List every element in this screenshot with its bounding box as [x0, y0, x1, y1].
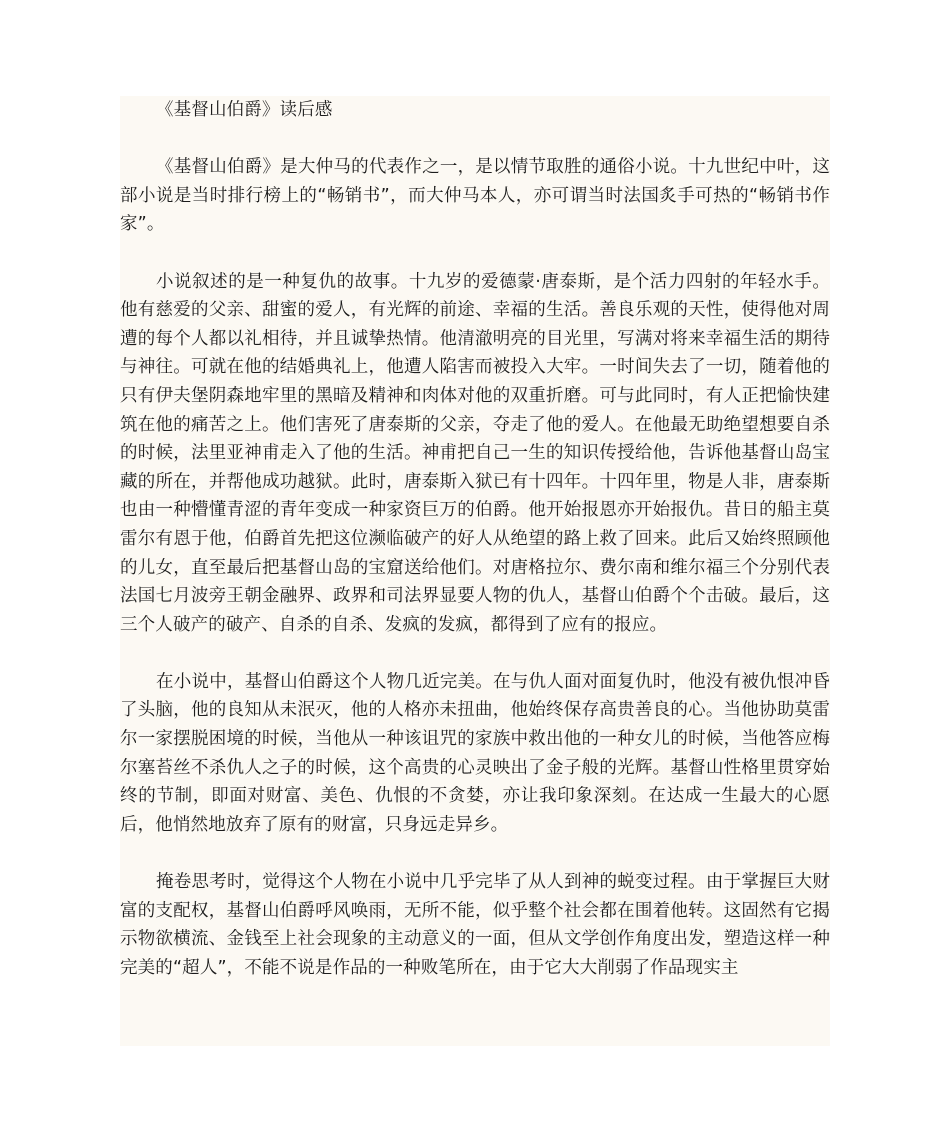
document-title: 《基督山伯爵》读后感	[156, 100, 333, 120]
paragraph-reflection: 掩卷思考时，觉得这个人物在小说中几乎完毕了从人到神的蜕变过程。由于掌握巨大财富的支配权，基督山伯爵呼风唤雨，无所不能，似乎整个社会都在围着他转。这固然有它揭示物欲横流、金钱至上社会现象的主动意义的一面，但从文学创作角度出发，塑造这样一种完美的“超人”，不能不说是作品的一种败笔所在，由于它大大削弱了作品现实主	[120, 872, 830, 978]
paragraph-intro: 《基督山伯爵》是大仲马的代表作之一，是以情节取胜的通俗小说。十九世纪中叶，这部小说是当时排行榜上的“畅销书”，而大仲马本人，亦可谓当时法国炙手可热的“畅销书作家”。	[120, 157, 830, 235]
paragraph-plot-summary: 小说叙述的是一种复仇的故事。十九岁的爱德蒙·唐泰斯，是个活力四射的年轻水手。他有慈爱的父亲、甜蜜的爱人，有光辉的前途、幸福的生活。善良乐观的天性，使得他对周遭的每个人都以礼相待，并且诚挚热情。他清澈明亮的目光里，写满对将来幸福生活的期待与神往。可就在他的结婚典礼上，他遭人陷害而被投入大牢。一时间失去了一切，随着他的只有伊夫堡阴森地牢里的黑暗及精神和肉体对他的双重折磨。可与此同时，有人正把愉快建筑在他的痛苦之上。他们害死了唐泰斯的父亲，夺走了他的爱人。在他最无助绝望想要自杀的时候，法里亚神甫走入了他的生活。神甫把自己一生的知识传授给他，告诉他基督山岛宝藏的所在，并帮他成功越狱。此时，唐泰斯入狱已有十四年。十四年里，物是人非，唐泰斯也由一种懵懂青涩的青年变成一种家资巨万的伯爵。他开始报恩亦开始报仇。昔日的船主莫雷尔有恩于他，伯爵首先把这位濒临破产的好人从绝望的路上救了回来。此后又始终照顾他的儿女，直至最后把基督山岛的宝窟送给他们。对唐格拉尔、费尔南和维尔福三个分别代表法国七月波旁王朝金融界、政界和司法界显要人物的仇人，基督山伯爵个个击破。最后，这三个人破产的破产、自杀的自杀、发疯的发疯，都得到了应有的报应。	[120, 271, 830, 635]
paragraph-character: 在小说中，基督山伯爵这个人物几近完美。在与仇人面对面复仇时，他没有被仇恨冲昏了头脑，他的良知从未泯灭，他的人格亦未扭曲，他始终保存高贵善良的心。当他协助莫雷尔一家摆脱困境的时候，当他从一种该诅咒的家族中救出他的一种女儿的时候，当他答应梅尔塞苔丝不杀仇人之子的时候，这个高贵的心灵映出了金子般的光辉。基督山性格里贯穿始终的节制，即面对财富、美色、仇恨的不贪婪，亦让我印象深刻。在达成一生最大的心愿后，他悄然地放弃了原有的财富，只身远走异乡。	[120, 671, 830, 835]
document-body	[120, 96, 830, 982]
